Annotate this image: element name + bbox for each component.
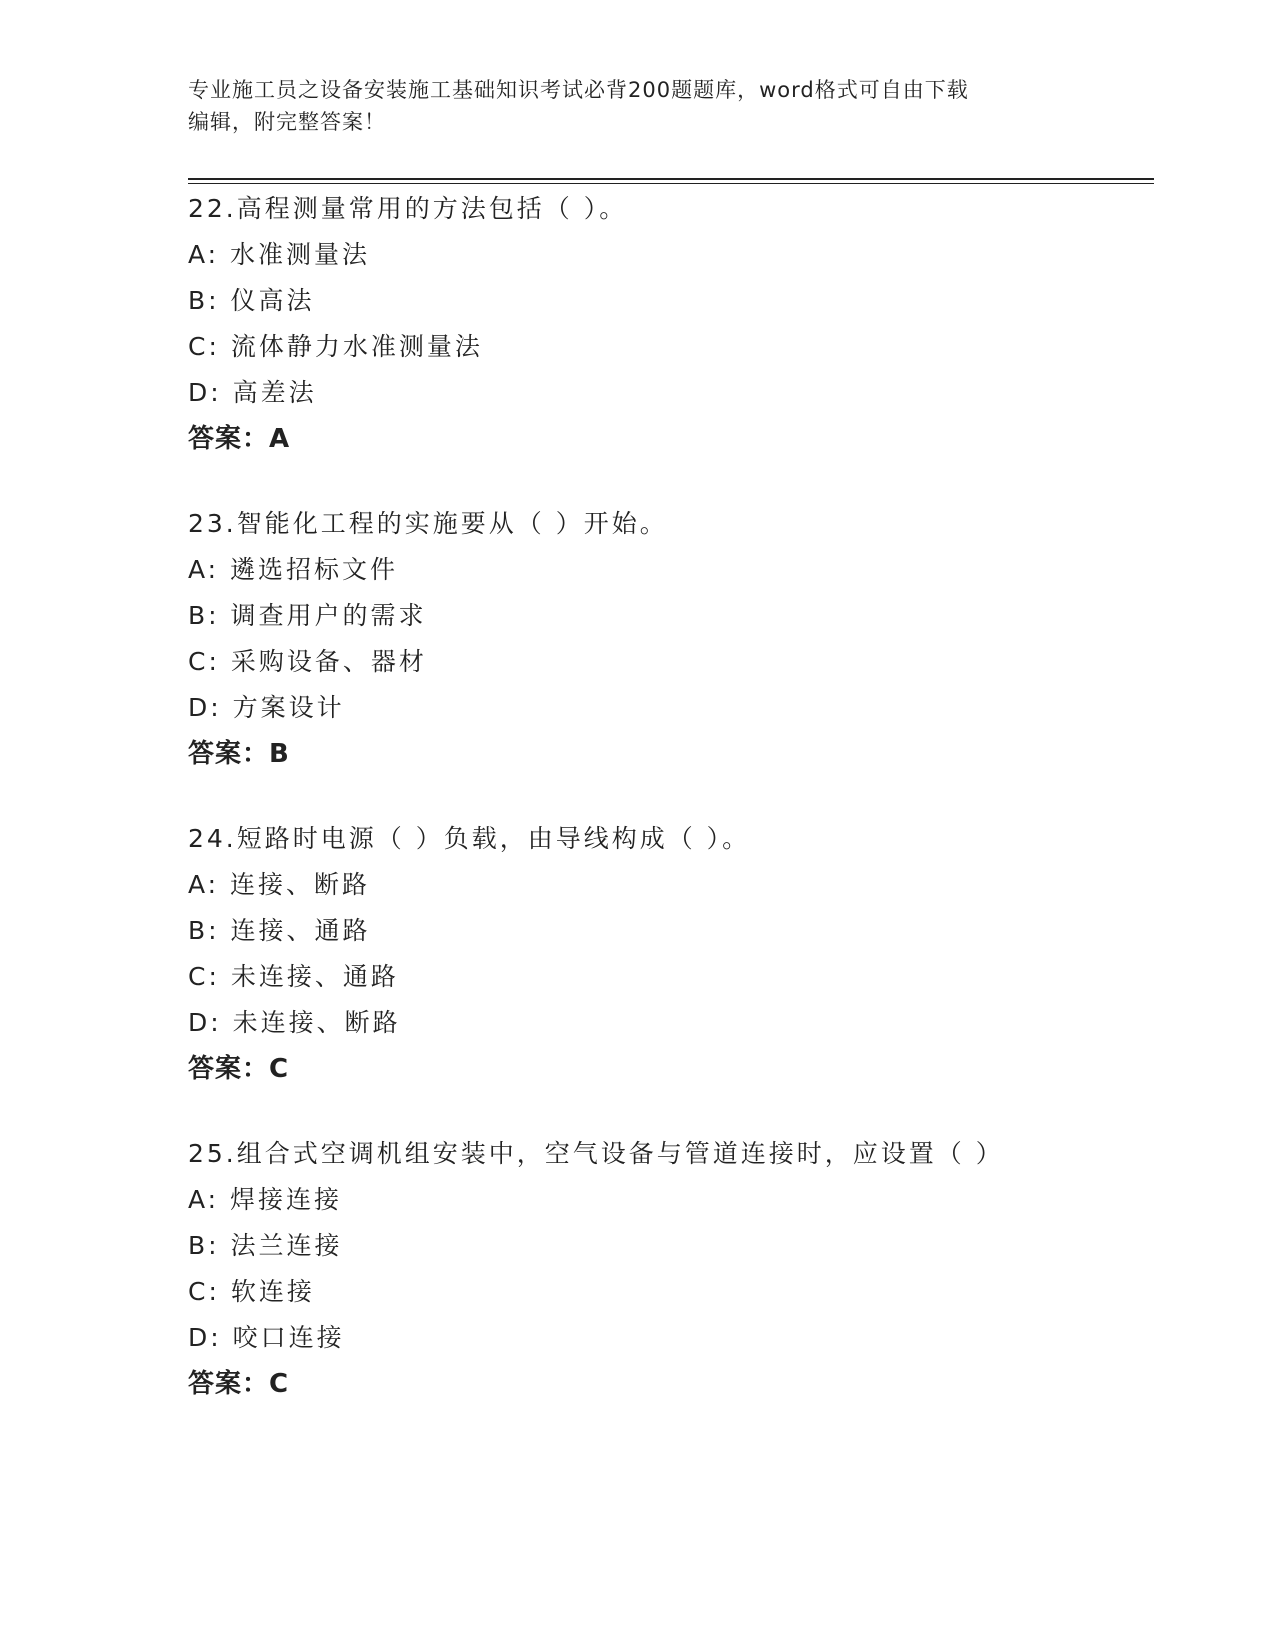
document-header <box>188 74 1088 138</box>
question-25 <box>188 1131 1004 1407</box>
question-stem: 25.组合式空调机组安装中，空气设备与管道连接时，应设置（ ） <box>188 1139 1004 1168</box>
question-22 <box>188 186 627 462</box>
header-line-2: 编辑，附完整答案！ <box>188 110 386 134</box>
option-d: D: 未连接、断路 <box>188 1008 401 1037</box>
question-stem: 23.智能化工程的实施要从（ ）开始。 <box>188 509 668 538</box>
option-c: C: 流体静力水准测量法 <box>188 332 483 361</box>
option-b: B: 法兰连接 <box>188 1231 343 1260</box>
header-divider-thick <box>188 178 1154 180</box>
answer: 答案：B <box>188 739 290 769</box>
option-a: A: 遴选招标文件 <box>188 555 399 584</box>
answer: 答案：A <box>188 424 291 454</box>
option-d: D: 咬口连接 <box>188 1323 345 1352</box>
option-a: A: 焊接连接 <box>188 1185 343 1214</box>
answer: 答案：C <box>188 1369 290 1399</box>
option-d: D: 方案设计 <box>188 693 345 722</box>
option-a: A: 水准测量法 <box>188 240 371 269</box>
option-d: D: 高差法 <box>188 378 317 407</box>
question-24 <box>188 816 750 1092</box>
question-stem: 24.短路时电源（ ）负载，由导线构成（ ）。 <box>188 824 751 853</box>
header-line-1: 专业施工员之设备安装施工基础知识考试必背200题题库，word格式可自由下载 <box>188 78 969 102</box>
question-23 <box>188 501 668 777</box>
option-c: C: 软连接 <box>188 1277 315 1306</box>
option-b: B: 调查用户的需求 <box>188 601 427 630</box>
option-b: B: 连接、通路 <box>188 916 371 945</box>
option-b: B: 仪高法 <box>188 286 315 315</box>
question-stem: 22.高程测量常用的方法包括（ ）。 <box>188 194 628 223</box>
answer: 答案：C <box>188 1054 290 1084</box>
option-a: A: 连接、断路 <box>188 870 371 899</box>
option-c: C: 未连接、通路 <box>188 962 399 991</box>
option-c: C: 采购设备、器材 <box>188 647 427 676</box>
header-divider-thin <box>188 183 1154 184</box>
